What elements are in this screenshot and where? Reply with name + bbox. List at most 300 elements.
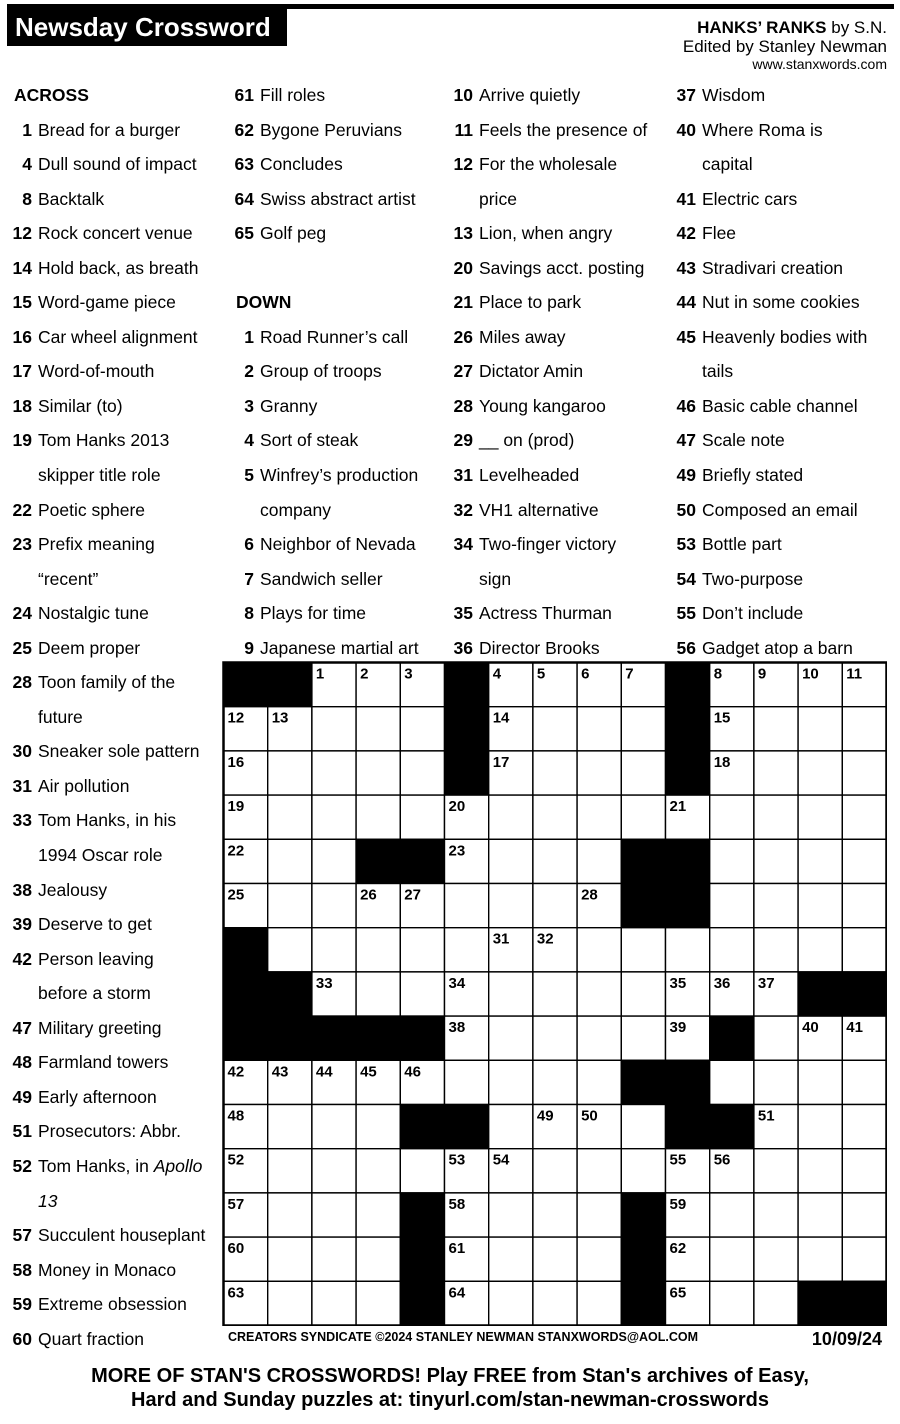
grid-cell[interactable]	[489, 795, 533, 839]
clue-item	[447, 320, 566, 355]
grid-cell[interactable]	[533, 972, 577, 1016]
grid-cell[interactable]	[489, 1105, 533, 1149]
grid-cell[interactable]	[489, 1237, 533, 1281]
cell-number: 17	[492, 753, 510, 771]
grid-cell[interactable]	[754, 839, 798, 883]
clue-text-plain: skipper title role	[38, 465, 161, 486]
cell-number: 61	[448, 1240, 466, 1258]
grid-cell[interactable]	[312, 1237, 356, 1281]
clue-number: 12	[12, 223, 32, 244]
clue-item	[228, 389, 331, 424]
grid-cell[interactable]	[754, 1149, 798, 1193]
clue-text	[260, 216, 326, 251]
clue-text	[260, 182, 416, 217]
grid-cell[interactable]	[621, 751, 665, 795]
cell-number: 30	[227, 930, 245, 948]
clue-text-plain: Place to park	[479, 292, 582, 313]
cell-number: 23	[448, 842, 466, 860]
grid-cell[interactable]	[798, 707, 842, 751]
clue-text-plain: Quart fraction	[38, 1328, 145, 1349]
clue-text	[38, 1218, 205, 1253]
grid-cell[interactable]	[621, 1149, 665, 1193]
clue-text	[479, 113, 647, 148]
clue-item	[670, 423, 785, 458]
grid-cell[interactable]	[533, 884, 577, 928]
clue-continuation	[6, 458, 163, 493]
grid-cell[interactable]	[445, 928, 489, 972]
clue-text-plain: Gadget atop a barn	[702, 637, 853, 658]
cell-number: 62	[669, 1240, 687, 1258]
grid-cell[interactable]	[356, 972, 400, 1016]
clue-text	[479, 78, 580, 113]
grid-cell[interactable]	[842, 1237, 886, 1281]
cell-number: 46	[404, 1063, 421, 1081]
clue-number: 3	[244, 395, 254, 416]
clue-text	[38, 665, 175, 700]
grid-cell[interactable]	[842, 1149, 886, 1193]
grid-cell[interactable]	[754, 795, 798, 839]
clue-text-plain: Stradivari creation	[702, 257, 844, 278]
grid-cell[interactable]	[577, 795, 621, 839]
grid-cell[interactable]	[842, 795, 886, 839]
clue-item	[6, 527, 163, 562]
clue-text	[38, 182, 104, 217]
grid-cell[interactable]	[754, 1193, 798, 1237]
clue-item	[670, 216, 753, 251]
clue-text-plain: __ on (prod)	[479, 430, 575, 451]
grid-cell[interactable]	[577, 972, 621, 1016]
cell-number: 24	[669, 842, 687, 860]
grid-cell[interactable]	[577, 707, 621, 751]
grid-cell[interactable]	[268, 928, 312, 972]
grid-cell[interactable]	[621, 1016, 665, 1060]
grid-cell[interactable]	[533, 1237, 577, 1281]
clue-number: 36	[453, 637, 473, 658]
grid-cell[interactable]	[577, 751, 621, 795]
clue-text-plain: Composed an email	[702, 499, 858, 520]
grid-block	[268, 972, 312, 1016]
clue-text	[38, 251, 199, 286]
grid-cell[interactable]	[489, 1281, 533, 1325]
cell-number: 9	[757, 665, 767, 683]
grid-cell[interactable]	[312, 1281, 356, 1325]
grid-cell[interactable]	[577, 1193, 621, 1237]
grid-cell[interactable]	[356, 795, 400, 839]
grid-cell[interactable]	[400, 928, 444, 972]
grid-cell[interactable]	[400, 795, 444, 839]
grid-cell[interactable]	[356, 1193, 400, 1237]
clue-number: 15	[12, 292, 32, 313]
clue-item	[6, 147, 197, 182]
clue-text-plain: Heavenly bodies with	[702, 326, 868, 347]
grid-cell[interactable]	[798, 1193, 842, 1237]
clue-continuation	[6, 976, 163, 1011]
clue-item	[447, 216, 613, 251]
cell-number: 2	[360, 665, 369, 683]
clue-text-plain: Nostalgic tune	[38, 603, 149, 624]
cell-number: 15	[713, 709, 731, 727]
grid-cell[interactable]	[621, 707, 665, 751]
clue-number: 30	[12, 741, 32, 762]
clue-item	[6, 285, 176, 320]
clue-item	[6, 320, 198, 355]
clue-number: 61	[234, 85, 254, 105]
clue-text	[702, 527, 782, 562]
grid-cell[interactable]	[489, 1060, 533, 1104]
grid-cell[interactable]	[754, 1060, 798, 1104]
grid-cell[interactable]	[356, 1149, 400, 1193]
clue-item	[670, 285, 860, 320]
grid-cell[interactable]	[489, 1193, 533, 1237]
clue-text	[479, 216, 612, 251]
clue-text-plain: Don’t include	[702, 603, 804, 624]
grid-cell[interactable]	[533, 1281, 577, 1325]
clue-item	[6, 1080, 163, 1115]
grid-cell[interactable]	[445, 884, 489, 928]
grid-block	[666, 884, 710, 928]
cell-number: 54	[492, 1151, 510, 1169]
clue-item	[6, 182, 163, 217]
clue-text	[38, 1287, 187, 1322]
grid-cell[interactable]	[710, 1281, 754, 1325]
grid-cell[interactable]	[268, 795, 312, 839]
grid-cell[interactable]	[666, 928, 710, 972]
clue-number: 53	[676, 534, 696, 555]
grid-cell[interactable]	[533, 795, 577, 839]
grid-cell[interactable]	[710, 795, 754, 839]
grid-cell[interactable]	[621, 972, 665, 1016]
grid-block	[621, 839, 665, 883]
grid-cell[interactable]	[577, 928, 621, 972]
clue-column-2	[228, 78, 419, 665]
grid-cell[interactable]	[533, 839, 577, 883]
clue-text	[38, 320, 198, 355]
clue-item	[6, 354, 163, 389]
clue-text	[38, 1114, 181, 1149]
grid-cell[interactable]	[577, 1060, 621, 1104]
grid-cell[interactable]	[798, 795, 842, 839]
grid-cell[interactable]	[268, 1193, 312, 1237]
clue-text	[260, 596, 366, 631]
clue-text	[702, 285, 860, 320]
grid-cell[interactable]	[798, 1149, 842, 1193]
grid-cell[interactable]	[577, 839, 621, 883]
puzzle-credits	[683, 18, 887, 72]
grid-cell[interactable]	[577, 1016, 621, 1060]
clue-item	[6, 942, 163, 977]
puzzle-date: 10/09/24	[811, 1329, 882, 1349]
clue-text	[38, 285, 176, 320]
clue-text	[260, 527, 416, 562]
grid-cell[interactable]	[268, 1281, 312, 1325]
grid-cell[interactable]	[842, 707, 886, 751]
clue-number: 49	[12, 1086, 32, 1107]
grid-cell[interactable]	[798, 884, 842, 928]
cell-number: 38	[448, 1019, 466, 1037]
clue-text-plain: Car wheel alignment	[38, 326, 198, 347]
clue-number: 37	[676, 85, 696, 105]
clue-text-plain: Similar (to)	[38, 395, 123, 416]
clue-text	[38, 1011, 162, 1046]
grid-block	[400, 1281, 444, 1325]
grid-cell[interactable]	[533, 1149, 577, 1193]
clue-item	[6, 1322, 163, 1357]
clue-text-plain: Bottle part	[702, 534, 782, 555]
copyright-line: CREATORS SYNDICATE ©2024 STANLEY NEWMAN STANXWORDS@AOL.COM	[228, 1330, 699, 1344]
clue-text-plain: Bygone Peruvians	[260, 119, 403, 140]
clue-number: 48	[12, 1052, 32, 1073]
grid-cell[interactable]	[621, 928, 665, 972]
grid-cell[interactable]	[710, 1237, 754, 1281]
clue-text-plain: Early afternoon	[38, 1086, 157, 1107]
cell-number: 49	[536, 1107, 554, 1125]
grid-cell[interactable]	[754, 751, 798, 795]
clue-number: 31	[453, 465, 473, 486]
clue-text-plain: Two-purpose	[702, 568, 804, 589]
grid-block	[224, 972, 268, 1016]
grid-cell[interactable]	[710, 1193, 754, 1237]
clue-text-plain: “recent”	[38, 568, 99, 589]
clue-text-plain: Tom Hanks, in	[38, 1155, 154, 1176]
grid-cell[interactable]	[400, 972, 444, 1016]
grid-cell[interactable]	[842, 751, 886, 795]
grid-cell[interactable]	[621, 795, 665, 839]
clue-text	[702, 562, 803, 597]
clue-text-plain: future	[38, 706, 83, 727]
grid-block	[268, 663, 312, 707]
grid-block	[312, 1016, 356, 1060]
clue-text	[38, 147, 197, 182]
clue-text-plain: Levelheaded	[479, 465, 580, 486]
grid-cell[interactable]	[710, 928, 754, 972]
grid-cell[interactable]	[798, 1237, 842, 1281]
clue-number: 16	[12, 326, 32, 347]
grid-cell[interactable]	[312, 884, 356, 928]
clue-text-plain: Dictator Amin	[479, 361, 584, 382]
clue-number: 12	[453, 154, 473, 175]
grid-cell[interactable]	[577, 1149, 621, 1193]
clue-text-italic: Apollo	[153, 1155, 203, 1176]
clue-number: 6	[244, 534, 254, 555]
grid-cell[interactable]	[356, 1105, 400, 1149]
grid-cell[interactable]	[268, 1105, 312, 1149]
grid-cell[interactable]	[312, 1105, 356, 1149]
clue-number: 41	[676, 188, 696, 209]
grid-block	[666, 1060, 710, 1104]
grid-cell[interactable]	[710, 1060, 754, 1104]
grid-cell[interactable]	[577, 1281, 621, 1325]
grid-cell[interactable]	[842, 884, 886, 928]
clue-item	[6, 734, 200, 769]
grid-cell[interactable]	[312, 751, 356, 795]
grid-block	[268, 1016, 312, 1060]
clue-number: 23	[12, 534, 32, 555]
cell-number: 59	[669, 1195, 687, 1213]
clue-number: 45	[676, 326, 696, 347]
grid-cell[interactable]	[577, 1237, 621, 1281]
grid-cell[interactable]	[798, 928, 842, 972]
clue-text-plain: Bread for a burger	[38, 119, 181, 140]
clue-text-plain: Flee	[702, 223, 737, 244]
grid-block	[445, 751, 489, 795]
grid-cell[interactable]	[621, 1105, 665, 1149]
grid-cell[interactable]	[312, 839, 356, 883]
grid-cell[interactable]	[489, 972, 533, 1016]
clue-text	[260, 320, 408, 355]
grid-cell[interactable]	[798, 1060, 842, 1104]
grid-block	[842, 1281, 886, 1325]
grid-cell[interactable]	[356, 751, 400, 795]
grid-cell[interactable]	[754, 1237, 798, 1281]
clue-item	[670, 389, 858, 424]
clue-item	[6, 1149, 203, 1184]
grid-cell[interactable]	[533, 751, 577, 795]
clue-number: 26	[453, 326, 473, 347]
across-heading: ACROSS	[14, 85, 89, 105]
clue-item	[447, 527, 617, 562]
clue-text	[38, 734, 200, 769]
grid-cell[interactable]	[268, 1149, 312, 1193]
clue-text	[38, 493, 145, 528]
grid-cell[interactable]	[356, 1237, 400, 1281]
clue-number: 32	[453, 499, 473, 520]
grid-cell[interactable]	[356, 928, 400, 972]
grid-cell[interactable]	[312, 1149, 356, 1193]
clue-item	[228, 596, 366, 631]
clue-text	[38, 1253, 176, 1288]
clue-text	[38, 631, 140, 666]
grid-cell[interactable]	[710, 884, 754, 928]
grid-cell[interactable]	[489, 839, 533, 883]
clue-item	[447, 458, 580, 493]
clue-text-plain: Word-game piece	[38, 292, 176, 313]
grid-cell[interactable]	[533, 707, 577, 751]
clue-text	[479, 285, 581, 320]
grid-cell[interactable]	[489, 1016, 533, 1060]
clue-text	[702, 458, 803, 493]
grid-cell[interactable]	[754, 928, 798, 972]
grid-cell[interactable]	[400, 751, 444, 795]
clue-item	[670, 562, 804, 597]
grid-block	[400, 1105, 444, 1149]
grid-cell[interactable]	[268, 1237, 312, 1281]
grid-cell[interactable]	[754, 1281, 798, 1325]
clue-number: 63	[234, 154, 254, 175]
grid-cell[interactable]	[533, 1016, 577, 1060]
clue-text-plain: Air pollution	[38, 775, 130, 796]
promo-line-1: MORE OF STAN'S CROSSWORDS! Play FREE from Stan's archives of Easy,	[91, 1365, 809, 1387]
crossword-grid[interactable]	[222, 661, 887, 1326]
grid-cell[interactable]	[798, 839, 842, 883]
grid-cell[interactable]	[798, 1105, 842, 1149]
cell-number: 47	[625, 1063, 642, 1081]
grid-block	[400, 1193, 444, 1237]
grid-cell[interactable]	[356, 707, 400, 751]
cell-number: 28	[581, 886, 598, 904]
clue-item	[6, 423, 170, 458]
grid-cell[interactable]	[400, 1149, 444, 1193]
grid-cell[interactable]	[312, 707, 356, 751]
clue-text	[38, 527, 155, 562]
clue-text-plain: Prefix meaning	[38, 534, 155, 555]
clue-item	[6, 1114, 181, 1149]
clue-text-plain: Hold back, as breath	[38, 257, 199, 278]
grid-cell[interactable]	[533, 1193, 577, 1237]
grid-cell[interactable]	[312, 928, 356, 972]
clue-text-plain: Backtalk	[38, 188, 105, 209]
grid-cell[interactable]	[710, 839, 754, 883]
grid-cell[interactable]	[842, 928, 886, 972]
grid-cell[interactable]	[268, 884, 312, 928]
clue-item	[6, 873, 163, 908]
clue-number: 29	[453, 430, 473, 451]
grid-cell[interactable]	[356, 1281, 400, 1325]
clue-number: 27	[453, 361, 473, 382]
grid-block	[666, 707, 710, 751]
clue-text-plain: Sneaker sole pattern	[38, 741, 200, 762]
clue-text-plain: before a storm	[38, 983, 151, 1004]
cell-number: 45	[360, 1063, 377, 1081]
clue-item	[6, 389, 163, 424]
down-heading: DOWN	[236, 292, 292, 313]
grid-cell[interactable]	[798, 751, 842, 795]
grid-cell[interactable]	[842, 1105, 886, 1149]
grid-cell[interactable]	[312, 795, 356, 839]
clue-number: 50	[676, 499, 696, 520]
grid-cell[interactable]	[754, 1016, 798, 1060]
clue-number: 19	[12, 430, 32, 451]
byline: by S.N.	[831, 18, 887, 37]
grid-cell[interactable]	[268, 839, 312, 883]
clue-text-plain: Director Brooks	[479, 637, 600, 658]
grid-cell[interactable]	[445, 1060, 489, 1104]
clue-text-plain: capital	[702, 154, 753, 175]
clue-number: 64	[234, 188, 254, 209]
clue-number: 35	[453, 603, 473, 624]
grid-block	[445, 663, 489, 707]
grid-cell[interactable]	[533, 1060, 577, 1104]
cell-number: 3	[404, 665, 413, 683]
cell-number: 40	[802, 1019, 819, 1037]
cell-number: 8	[713, 665, 723, 683]
grid-cell[interactable]	[312, 1193, 356, 1237]
clue-item	[447, 78, 581, 113]
grid-cell[interactable]	[268, 751, 312, 795]
clue-number: 60	[12, 1328, 32, 1349]
cell-number: 1	[315, 665, 325, 683]
cell-number: 7	[625, 665, 634, 683]
website-link[interactable]: www.stanxwords.com	[752, 56, 887, 72]
clue-text-plain: Granny	[260, 395, 318, 416]
clue-continuation	[447, 182, 517, 217]
cell-number: 18	[713, 753, 731, 771]
clue-text-plain: Where Roma is	[702, 119, 823, 140]
grid-cell[interactable]	[400, 707, 444, 751]
grid-block	[356, 1016, 400, 1060]
clue-text	[479, 389, 606, 424]
clue-item	[228, 562, 383, 597]
clue-text	[38, 216, 193, 251]
grid-cell[interactable]	[489, 884, 533, 928]
grid-cell[interactable]	[842, 839, 886, 883]
grid-cell[interactable]	[842, 1060, 886, 1104]
grid-cell[interactable]	[754, 884, 798, 928]
grid-cell[interactable]	[754, 707, 798, 751]
clue-item	[228, 423, 359, 458]
grid-cell[interactable]	[842, 1193, 886, 1237]
cell-number: 4	[492, 665, 502, 683]
clue-number: 38	[12, 879, 32, 900]
